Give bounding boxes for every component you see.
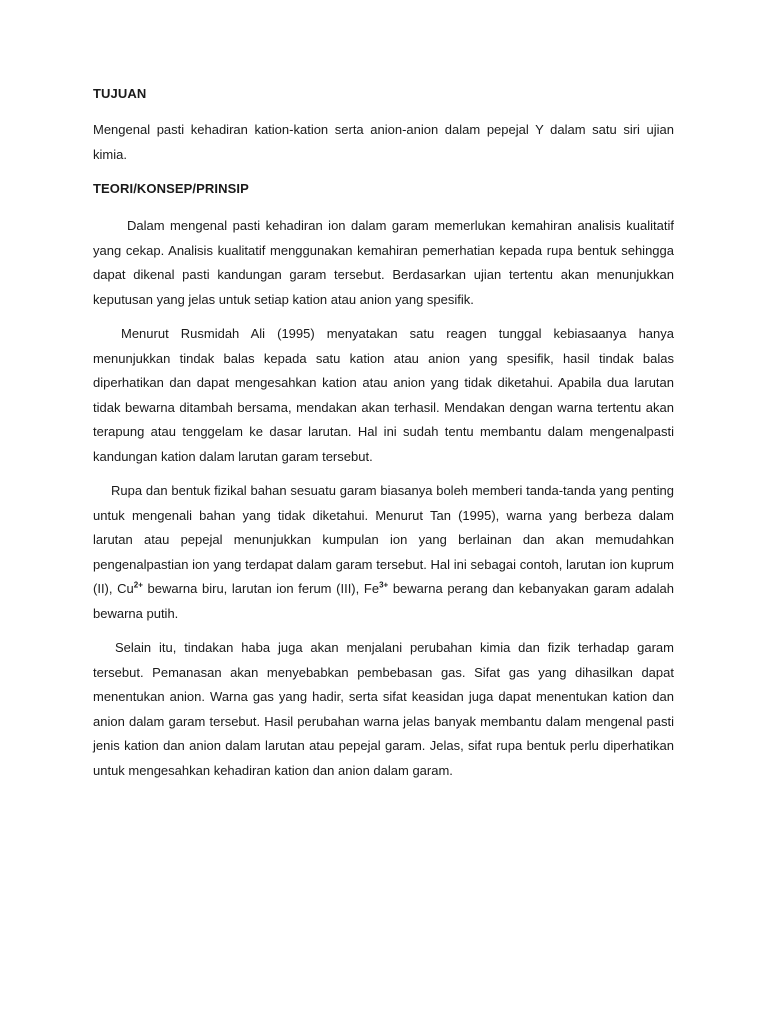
heading-teori: TEORI/KONSEP/PRINSIP <box>93 181 249 196</box>
document-page <box>93 86 674 783</box>
paragraph-3-text-c: bewarna perang dan kebanyakan garam adalah bewarna putih. <box>93 581 675 621</box>
theory-paragraph-4: Selain itu, tindakan haba juga akan menjalani perubahan kimia dan fizik terhadap garam tersebut. Pemanasan akan menyebabkan pembebasan gas. Sifat gas yang dihasilkan dapat menentukan anion. Warna gas yang hadir, serta sifat keasidan juga dapat menentukan kation dan anion dalam garam tersebut. Hasil perubahan warna jelas banyak membantu dalam mengenal pasti jenis kation dan anion dalam larutan atau pepejal garam. Jelas, sifat rupa bentuk perlu diperhatikan untuk mengesahkan kehadiran kation dan anion dalam garam. <box>93 640 674 778</box>
theory-paragraph-1: Dalam mengenal pasti kehadiran ion dalam garam memerlukan kemahiran analisis kualitatif yang cekap. Analisis kualitatif menggunakan kemahiran pemerhatian kepada rupa bentuk sehingga dapat dikenal pasti kandungan garam tersebut. Berdasarkan ujian tertentu akan menunjukkan keputusan yang jelas untuk setiap kation atau anion yang spesifik. <box>93 218 674 307</box>
fe-charge-superscript: 3+ <box>379 580 389 590</box>
tujuan-paragraph: Mengenal pasti kehadiran kation-kation serta anion-anion dalam pepejal Y dalam satu siri ujian kimia. <box>93 122 674 162</box>
heading-tujuan: TUJUAN <box>93 86 147 101</box>
theory-paragraph-2: Menurut Rusmidah Ali (1995) menyatakan satu reagen tunggal kebiasaanya hanya menunjukkan tindak balas kepada satu kation atau anion yang spesifik, hasil tindak balas diperhatikan dan dapat mengesahkan kation atau anion yang tidak diketahui. Apabila dua larutan tidak bewarna ditambah bersama, mendakan akan terhasil. Mendakan dengan warna tertentu akan terapung atau tenggelam ke dasar larutan. Hal ini sudah tentu membantu dalam mengenalpasti kandungan kation dalam larutan garam tersebut. <box>93 326 674 464</box>
paragraph-3-text-a: Rupa dan bentuk fizikal bahan sesuatu garam biasanya boleh memberi tanda-tanda yang penting untuk mengenali bahan yang tidak diketahui. Menurut Tan (1995), warna yang berbeza dalam larutan atau pepejal menunjukkan kumpulan ion yang berlainan dan akan memudahkan pengenalpastian ion yang terdapat dalam garam tersebut. Hal ini sebagai contoh, larutan ion kuprum (II), Cu <box>93 483 674 596</box>
paragraph-3-text-b: bewarna biru, larutan ion ferum (III), Fe <box>142 581 380 596</box>
cu-charge-superscript: 2+ <box>133 580 143 590</box>
theory-paragraph-3 <box>93 479 674 626</box>
